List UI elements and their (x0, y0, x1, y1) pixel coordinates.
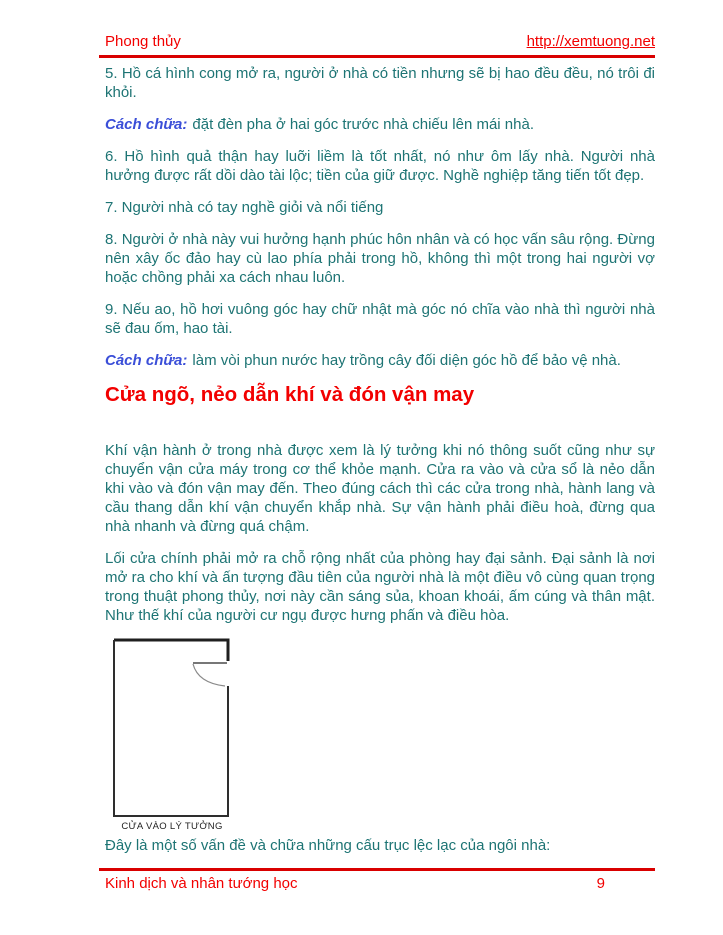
paragraph-6: 6. Hồ hình quả thận hay luỡi liềm là tốt nhất, nó như ôm lấy nhà. Người nhà hưởng được rất dồi dào tài lộc; tiền của giữ được. Nghề nghiệp tăng tiến tốt đẹp. (105, 148, 655, 184)
remedy-label: Cách chữa: (105, 352, 188, 369)
closing-paragraph: Đây là một số vấn đề và chữa những cấu trục lệc lạc của ngôi nhà: (105, 837, 551, 854)
door-swing-arc (193, 664, 225, 686)
remedy-paragraph-2 (105, 351, 655, 370)
header-rule (99, 55, 655, 58)
section-heading: Cửa ngõ, nẻo dẫn khí và đón vận may (105, 383, 475, 406)
page-header (105, 32, 655, 51)
header-link[interactable]: http://xemtuong.net (526, 33, 655, 50)
footer-title: Kinh dịch và nhân tướng học (105, 875, 298, 892)
footer-page-number: 9 (596, 875, 605, 892)
floor-plan-drawing (113, 638, 231, 818)
paragraph-5: 5. Hồ cá hình cong mở ra, người ở nhà có tiền nhưng sẽ bị hao đều đều, nó trôi đi khỏi. (105, 65, 655, 101)
header-title: Phong thủy (105, 33, 181, 50)
paragraph-khi-van-hanh: Khí vận hành ở trong nhà được xem là lý tưởng khi nó thông suốt cũng như sự chuyển vận cửa máy trong cơ thể khỏe mạnh. Cửa ra vào và cửa sổ là nẻo dẫn khi vào và đón vận may đến. Theo đúng cách thì các cửa trong nhà, hành lang và cầu thang dẫn khí vận chuyển khắp nhà. Sự vận hành phải điều hoà, đừng qua nhà nhanh và đừng quá chậm. (105, 442, 655, 535)
footer-rule (99, 868, 655, 871)
paragraph-loi-cua-chinh: Lối cửa chính phải mở ra chỗ rộng nhất của phòng hay đại sảnh. Đại sảnh là nơi mở ra cho khí và ấn tượng đầu tiên của người nhà là một điều vô cùng quan trọng trong thuật phong thủy, nơi này cần sáng sủa, khoan khoái, ấm cúng và thân mật. Như thế khí của người cư ngụ được hưng phấn và điều hòa. (105, 550, 655, 624)
document-body (105, 64, 655, 855)
figure-caption: CỬA VÀO LÝ TƯỞNG (121, 821, 223, 832)
paragraph-8: 8. Người ở nhà này vui hưởng hạnh phúc hôn nhân và có học vấn sâu rộng. Đừng nên xây ốc đảo hay cù lao phía phải trong hồ, không thì một trong hai người vợ hoặc chồng phải xa cách nhau luôn. (105, 231, 655, 286)
paragraph-9: 9. Nếu ao, hồ hơi vuông góc hay chữ nhật mà góc nó chĩa vào nhà thì người nhà sẽ đau ốm, hao tài. (105, 301, 655, 337)
paragraph-7: 7. Người nhà có tay nghề giỏi và nổi tiếng (105, 199, 384, 216)
remedy-label: Cách chữa: (105, 116, 188, 133)
remedy-text: đặt đèn pha ở hai góc trước nhà chiếu lên mái nhà. (192, 116, 535, 133)
floor-plan-figure (113, 638, 231, 832)
remedy-text: làm vòi phun nước hay trồng cây đối diện góc hồ để bảo vệ nhà. (192, 352, 621, 369)
page-footer (99, 868, 655, 893)
remedy-paragraph-1 (105, 115, 655, 134)
